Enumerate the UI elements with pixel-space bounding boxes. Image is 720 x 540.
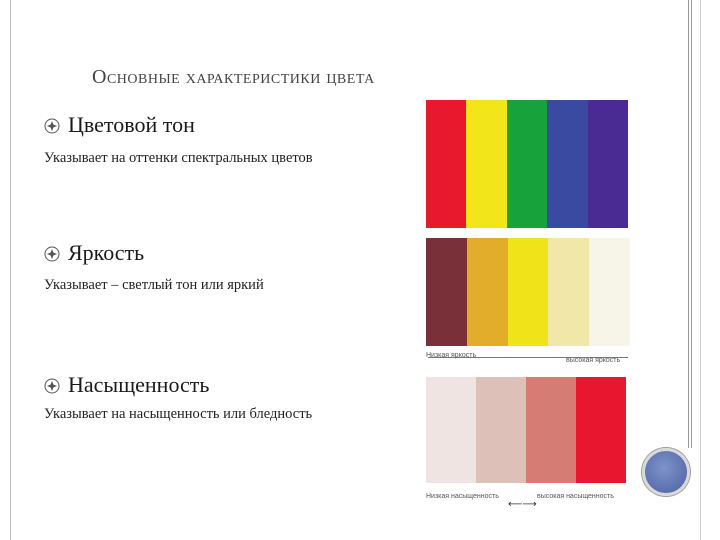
hue-swatch [547,100,587,228]
bullet-hue [44,112,195,138]
hue-swatch [426,100,466,228]
brightness-scale-high: высокая яркость [566,357,621,364]
slide-frame-right [688,0,692,448]
brightness-swatch [467,238,508,346]
slide-frame-right-inner [700,0,701,540]
bullet-brightness [44,240,144,266]
saturation-swatches [426,377,626,483]
hue-description: Указывает на оттенки спектральных цветов [44,150,313,166]
saturation-swatch [576,377,626,483]
hue-swatch [466,100,506,228]
saturation-description: Указывает на насыщенность или бледность [44,406,313,422]
diamond-bullet-icon [44,246,60,262]
bullet-saturation [44,372,209,398]
saturation-scale-low: Низкая насыщенность [426,493,499,500]
brightness-swatch [426,238,467,346]
bullet-brightness-label: Яркость [68,240,145,265]
bullet-hue-label: Цветовой тон [68,112,195,137]
hue-swatches [426,100,628,228]
circle-knob-icon[interactable] [642,448,690,496]
brightness-swatches [426,238,630,346]
brightness-swatch [548,238,589,346]
left-right-arrow-icon: ⟵⟶ [508,499,537,510]
brightness-scale-low: Низкая яркость [426,352,477,359]
saturation-swatch [426,377,476,483]
brightness-swatch [589,238,630,346]
slide-frame-left [10,0,11,540]
saturation-swatch [476,377,526,483]
bullet-saturation-label: Насыщенность [68,372,210,397]
diamond-bullet-icon [44,378,60,394]
brightness-swatch [508,238,549,346]
slide-title: Основные характеристики цвета [92,66,375,88]
hue-swatch [507,100,547,228]
brightness-description: Указывает – светлый тон или яркий [44,277,264,293]
saturation-scale-high: высокая насыщенность [537,493,614,500]
saturation-swatch [526,377,576,483]
hue-swatch [588,100,628,228]
diamond-bullet-icon [44,118,60,134]
